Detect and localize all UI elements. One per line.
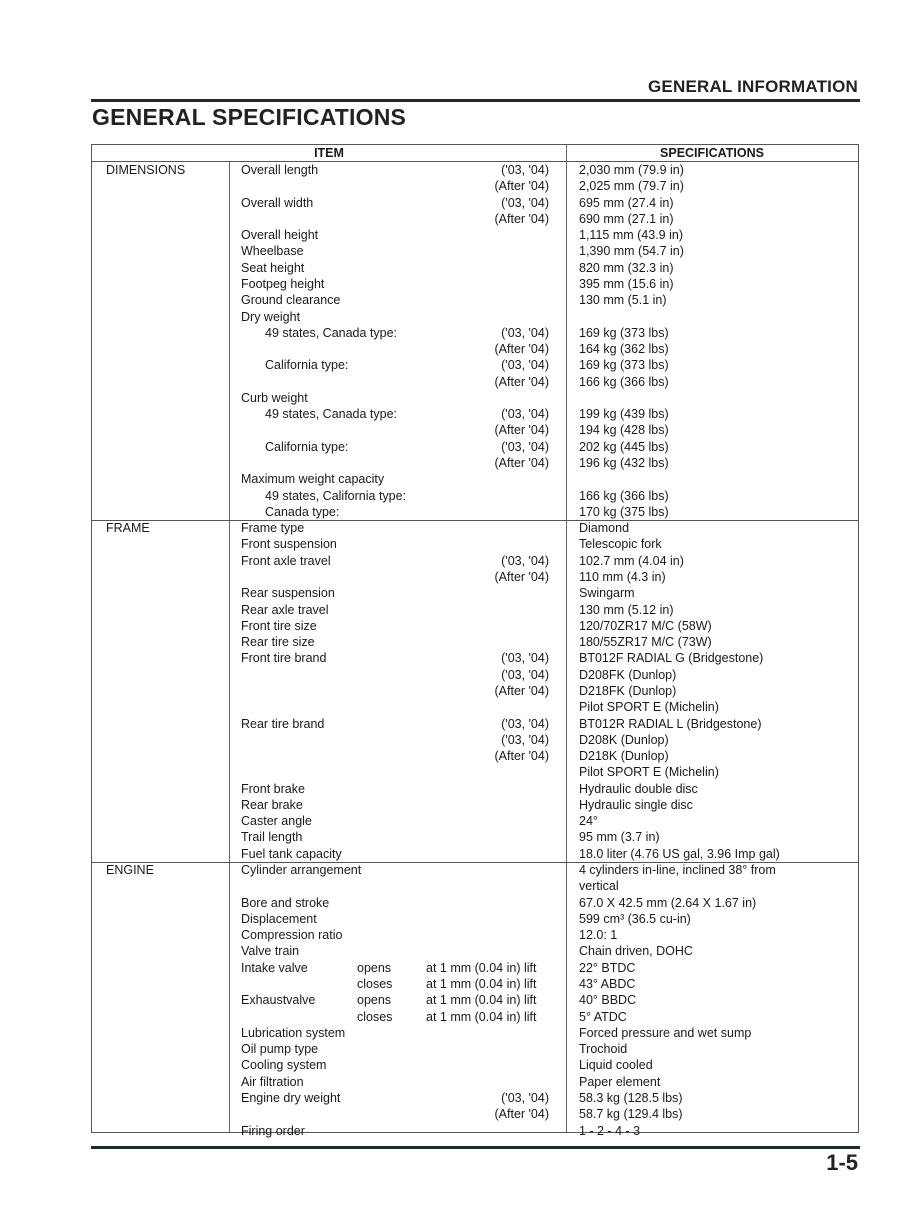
item-label: Cooling system (241, 1058, 327, 1073)
condition-label: (After '04) (494, 374, 549, 389)
spec-value: 169 kg (373 lbs) (579, 358, 669, 373)
spec-value: D218K (Dunlop) (579, 749, 669, 764)
condition-label: ('03, '04) (501, 163, 549, 177)
page-number: 1-5 (826, 1150, 858, 1175)
item-label: Seat height (241, 260, 305, 275)
spec-value: 164 kg (362 lbs) (579, 342, 669, 357)
valve-event-label: closes (357, 977, 393, 991)
condition-label: ('03, '04) (501, 667, 549, 682)
item-label: Maximum weight capacity (241, 472, 385, 487)
spec-value: 102.7 mm (4.04 in) (579, 553, 684, 568)
item-label: Intake valve (241, 960, 308, 975)
condition-label: ('03, '04) (501, 732, 549, 747)
column-header-item: ITEM (314, 146, 344, 160)
item-label: Lubrication system (241, 1025, 346, 1040)
spec-value: 22° BTDC (579, 960, 636, 975)
spec-value: 166 kg (366 lbs) (579, 488, 669, 503)
spec-value: 43° ABDC (579, 977, 636, 991)
spec-value: 58.3 kg (128.5 lbs) (579, 1090, 683, 1105)
item-label: Overall length (241, 163, 319, 177)
spec-value: 130 mm (5.1 in) (579, 293, 667, 308)
item-label: Wheelbase (241, 244, 304, 259)
spec-value: 58.7 kg (129.4 lbs) (579, 1107, 683, 1122)
item-label: 49 states, Canada type: (265, 407, 398, 422)
item-label: Oil pump type (241, 1042, 319, 1057)
spec-value: Pilot SPORT E (Michelin) (579, 700, 719, 715)
condition-label: (After '04) (494, 570, 549, 584)
item-label: Dry weight (241, 309, 301, 324)
spec-value: 196 kg (432 lbs) (579, 456, 669, 471)
spec-table (91, 144, 859, 1138)
condition-label: ('03, '04) (501, 358, 549, 373)
spec-value: 695 mm (27.4 in) (579, 195, 674, 210)
spec-value: Paper element (579, 1074, 661, 1089)
item-label: Cylinder arrangement (241, 863, 362, 878)
spec-value: 395 mm (15.6 in) (579, 276, 674, 291)
spec-value: 180/55ZR17 M/C (73W) (579, 635, 712, 650)
spec-value: Telescopic fork (579, 537, 662, 552)
condition-label: (After '04) (494, 1107, 549, 1122)
condition-label: (After '04) (494, 211, 549, 226)
item-label: Trail length (241, 830, 303, 845)
spec-value: 166 kg (366 lbs) (579, 374, 669, 389)
column-divider-spec (566, 145, 567, 1132)
spec-value: 24° (579, 814, 598, 829)
spec-value: 40° BBDC (579, 993, 637, 1008)
spec-value: 199 kg (439 lbs) (579, 407, 669, 422)
item-label: Compression ratio (241, 928, 343, 943)
spec-value: Forced pressure and wet sump (579, 1025, 752, 1040)
item-label: Overall width (241, 195, 314, 210)
condition-label: (After '04) (494, 423, 549, 438)
item-label: Front suspension (241, 537, 337, 552)
column-divider-category (229, 161, 230, 1132)
top-rule (91, 99, 860, 102)
item-label: Front axle travel (241, 553, 331, 568)
item-label: Rear brake (241, 797, 303, 812)
spec-value: 1,390 mm (54.7 in) (579, 244, 684, 259)
spec-value: 110 mm (4.3 in) (579, 570, 666, 584)
spec-value: 12.0: 1 (579, 928, 618, 943)
item-label: Footpeg height (241, 276, 325, 291)
valve-event-label: closes (357, 1009, 393, 1024)
spec-value: 599 cm³ (36.5 cu-in) (579, 911, 691, 926)
condition-label: ('03, '04) (501, 1090, 549, 1105)
spec-value: Chain driven, DOHC (579, 944, 693, 959)
spec-value: 820 mm (32.3 in) (579, 260, 674, 275)
item-label: Curb weight (241, 390, 308, 405)
spec-value: 2,025 mm (79.7 in) (579, 179, 684, 194)
spec-value: Diamond (579, 521, 630, 536)
item-label: 49 states, Canada type: (265, 325, 398, 340)
spec-value: D208K (Dunlop) (579, 732, 669, 747)
item-label: Front tire size (241, 618, 317, 633)
header-divider (92, 161, 858, 162)
category-label: FRAME (106, 521, 150, 536)
section-header: GENERAL INFORMATION (648, 77, 858, 96)
item-label: Engine dry weight (241, 1090, 341, 1105)
condition-label: at 1 mm (0.04 in) lift (426, 993, 537, 1008)
column-header-specifications: SPECIFICATIONS (660, 146, 764, 160)
item-label: Rear tire brand (241, 716, 325, 731)
spec-value: Hydraulic double disc (579, 781, 698, 796)
spec-value: 1,115 mm (43.9 in) (579, 228, 683, 243)
spec-value: 18.0 liter (4.76 US gal, 3.96 Imp gal) (579, 846, 780, 861)
item-label: Frame type (241, 521, 305, 536)
condition-label: (After '04) (494, 342, 549, 357)
spec-value: Swingarm (579, 586, 635, 601)
valve-event-label: opens (357, 960, 392, 975)
item-label: Ground clearance (241, 293, 341, 308)
bottom-rule (91, 1146, 860, 1149)
condition-label: ('03, '04) (501, 716, 549, 731)
page-title: GENERAL SPECIFICATIONS (92, 104, 407, 130)
condition-label: (After '04) (494, 456, 549, 471)
condition-label: (After '04) (494, 749, 549, 764)
item-label: Rear axle travel (241, 602, 329, 617)
condition-label: ('03, '04) (501, 553, 549, 568)
item-label: Caster angle (241, 814, 312, 829)
spec-value: Liquid cooled (579, 1058, 653, 1073)
condition-label: (After '04) (494, 683, 549, 698)
condition-label: (After '04) (494, 179, 549, 194)
condition-label: ('03, '04) (501, 651, 549, 666)
item-label: Exhaustvalve (241, 993, 316, 1008)
condition-label: ('03, '04) (501, 407, 549, 422)
spec-value: 194 kg (428 lbs) (579, 423, 669, 438)
category-label: ENGINE (106, 863, 154, 878)
spec-value: 130 mm (5.12 in) (579, 602, 674, 617)
spec-value: 169 kg (373 lbs) (579, 325, 669, 340)
item-label: Fuel tank capacity (241, 846, 342, 861)
item-label: Canada type: (265, 504, 340, 519)
item-label: Rear suspension (241, 586, 335, 601)
item-label: Overall height (241, 228, 319, 243)
spec-value: D208FK (Dunlop) (579, 667, 677, 682)
spec-value: 170 kg (375 lbs) (579, 504, 669, 519)
item-label: Valve train (241, 944, 300, 959)
item-label: Bore and stroke (241, 895, 330, 910)
item-label: Front tire brand (241, 651, 327, 666)
item-label: Front brake (241, 781, 305, 796)
spec-value: Pilot SPORT E (Michelin) (579, 765, 719, 780)
condition-label: at 1 mm (0.04 in) lift (426, 977, 537, 991)
item-label: California type: (265, 439, 349, 454)
spec-value: 120/70ZR17 M/C (58W) (579, 618, 712, 633)
spec-value: 4 cylinders in-line, inclined 38° from (579, 863, 776, 878)
category-label: DIMENSIONS (106, 163, 186, 177)
item-label: 49 states, California type: (265, 488, 407, 503)
spec-value: D218FK (Dunlop) (579, 683, 677, 698)
spec-value: 2,030 mm (79.9 in) (579, 163, 684, 177)
valve-event-label: opens (357, 993, 392, 1008)
condition-label: ('03, '04) (501, 325, 549, 340)
condition-label: at 1 mm (0.04 in) lift (426, 960, 537, 975)
spec-value: vertical (579, 879, 619, 894)
spec-value: Trochoid (579, 1042, 628, 1057)
spec-value: 95 mm (3.7 in) (579, 830, 660, 845)
item-label: California type: (265, 358, 349, 373)
spec-value: Hydraulic single disc (579, 797, 693, 812)
item-label: Air filtration (241, 1074, 304, 1089)
spec-value: 202 kg (445 lbs) (579, 439, 669, 454)
spec-value: 5° ATDC (579, 1009, 627, 1024)
group-divider (92, 520, 858, 521)
item-label: Displacement (241, 911, 317, 926)
spec-value: BT012F RADIAL G (Bridgestone) (579, 651, 764, 666)
item-label: Firing order (241, 1123, 305, 1138)
spec-value: BT012R RADIAL L (Bridgestone) (579, 716, 762, 731)
spec-value: 1 - 2 - 4 - 3 (579, 1123, 641, 1138)
condition-label: ('03, '04) (501, 195, 549, 210)
condition-label: at 1 mm (0.04 in) lift (426, 1009, 537, 1024)
spec-value: 67.0 X 42.5 mm (2.64 X 1.67 in) (579, 895, 757, 910)
condition-label: ('03, '04) (501, 439, 549, 454)
spec-value: 690 mm (27.1 in) (579, 211, 674, 226)
item-label: Rear tire size (241, 635, 315, 650)
